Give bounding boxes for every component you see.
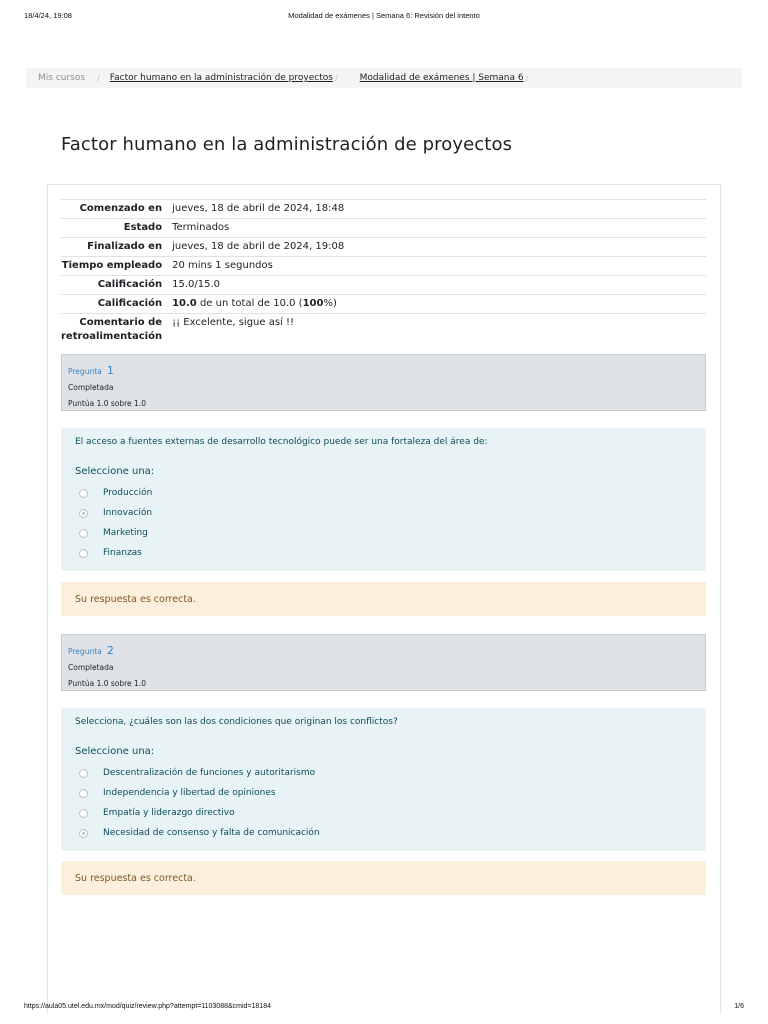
answer-feedback: Su respuesta es correcta. bbox=[61, 582, 706, 616]
summary-value: jueves, 18 de abril de 2024, 18:48 bbox=[172, 203, 345, 214]
answer-label: Independencia y libertad de opiniones bbox=[103, 788, 276, 798]
summary-value: Terminados bbox=[172, 222, 230, 233]
summary-value: jueves, 18 de abril de 2024, 19:08 bbox=[172, 241, 345, 252]
answer-label: Necesidad de consenso y falta de comunicación bbox=[103, 828, 320, 838]
breadcrumb-separator: / bbox=[525, 73, 529, 83]
question-number-value: 1 bbox=[106, 364, 114, 377]
breadcrumb-separator: / bbox=[97, 73, 100, 83]
answer-option bbox=[75, 503, 692, 523]
answer-option bbox=[75, 523, 692, 543]
summary-row bbox=[61, 257, 706, 276]
question-label: Pregunta bbox=[68, 367, 102, 376]
grade-total-text: de un total de 10.0 ( bbox=[196, 298, 303, 309]
answer-label: Empatía y liderazgo directivo bbox=[103, 808, 235, 818]
answer-option bbox=[75, 803, 692, 823]
radio-button-selected bbox=[79, 509, 88, 518]
summary-row bbox=[61, 219, 706, 238]
summary-label: Estado bbox=[123, 222, 163, 233]
print-title: Modalidad de exámenes | Semana 6: Revisión del intento bbox=[288, 11, 480, 20]
radio-button bbox=[79, 489, 88, 498]
answer-prompt: Seleccione una: bbox=[75, 746, 155, 757]
breadcrumb-course[interactable]: Factor humano en la administración de proyectos bbox=[109, 73, 333, 83]
question-formulation bbox=[61, 428, 706, 571]
answer-label: Innovación bbox=[103, 508, 153, 518]
answer-option bbox=[75, 543, 692, 563]
question-grade: Puntúa 1.0 sobre 1.0 bbox=[68, 399, 146, 408]
question-text: Selecciona, ¿cuáles son las dos condiciones que originan los conflictos? bbox=[75, 717, 398, 727]
attempt-summary-table bbox=[61, 199, 706, 346]
breadcrumb-my-courses[interactable]: Mis cursos bbox=[38, 73, 86, 83]
answer-options bbox=[75, 763, 692, 843]
question-state: Completada bbox=[68, 663, 114, 672]
summary-label: Finalizado en bbox=[87, 241, 163, 252]
summary-row bbox=[61, 276, 706, 295]
answer-option bbox=[75, 483, 692, 503]
question-formulation bbox=[61, 708, 706, 851]
print-url: https://aula05.utel.edu.mx/mod/quiz/review.php?attempt=1103088&cmid=18184 bbox=[24, 1003, 271, 1010]
question-grade: Puntúa 1.0 sobre 1.0 bbox=[68, 679, 146, 688]
question-info bbox=[61, 634, 706, 691]
summary-value: ¡¡ Excelente, sigue así !! bbox=[172, 317, 295, 328]
summary-label: Tiempo empleado bbox=[61, 260, 163, 271]
answer-label: Marketing bbox=[103, 528, 148, 538]
page-title: Factor humano en la administración de proyectos bbox=[61, 134, 513, 155]
radio-button bbox=[79, 789, 88, 798]
answer-label: Producción bbox=[103, 488, 153, 498]
radio-button bbox=[79, 769, 88, 778]
answer-feedback: Su respuesta es correcta. bbox=[61, 861, 706, 895]
answer-label: Finanzas bbox=[103, 548, 142, 558]
print-footer bbox=[0, 1003, 768, 1015]
radio-button bbox=[79, 529, 88, 538]
breadcrumb bbox=[26, 68, 742, 88]
radio-button bbox=[79, 809, 88, 818]
question-label: Pregunta bbox=[68, 647, 102, 656]
summary-row bbox=[61, 238, 706, 257]
answer-option bbox=[75, 783, 692, 803]
question-number bbox=[68, 639, 699, 658]
summary-label: Comentario de retroalimentación bbox=[61, 317, 163, 342]
summary-row bbox=[61, 200, 706, 219]
summary-label: Calificación bbox=[97, 279, 163, 290]
radio-button-selected bbox=[79, 829, 88, 838]
question-state: Completada bbox=[68, 383, 114, 392]
answer-prompt: Seleccione una: bbox=[75, 466, 155, 477]
print-header bbox=[0, 11, 768, 23]
question-number-value: 2 bbox=[106, 644, 114, 657]
print-date: 18/4/24, 19:08 bbox=[24, 11, 72, 20]
print-page-number: 1/6 bbox=[734, 1003, 744, 1010]
question-text: El acceso a fuentes externas de desarrollo tecnológico puede ser una fortaleza del área de: bbox=[75, 437, 488, 447]
grade-value: 10.0 bbox=[172, 298, 197, 309]
summary-label: Calificación bbox=[97, 298, 163, 309]
breadcrumb-quiz[interactable]: Modalidad de exámenes | Semana 6 bbox=[359, 73, 524, 83]
summary-value: 20 mins 1 segundos bbox=[172, 260, 273, 271]
question-info bbox=[61, 354, 706, 411]
summary-value: 15.0/15.0 bbox=[172, 279, 220, 290]
breadcrumb-separator: / bbox=[334, 73, 338, 83]
summary-label: Comenzado en bbox=[79, 203, 163, 214]
summary-value bbox=[172, 295, 706, 314]
answer-option bbox=[75, 763, 692, 783]
answer-options bbox=[75, 483, 692, 563]
summary-row bbox=[61, 295, 706, 314]
question-number bbox=[68, 359, 699, 378]
radio-button bbox=[79, 549, 88, 558]
grade-percent-suffix: %) bbox=[323, 298, 337, 309]
grade-percent: 100 bbox=[302, 298, 324, 309]
summary-row bbox=[61, 314, 706, 347]
answer-label: Descentralización de funciones y autoritarismo bbox=[103, 768, 316, 778]
answer-option bbox=[75, 823, 692, 843]
